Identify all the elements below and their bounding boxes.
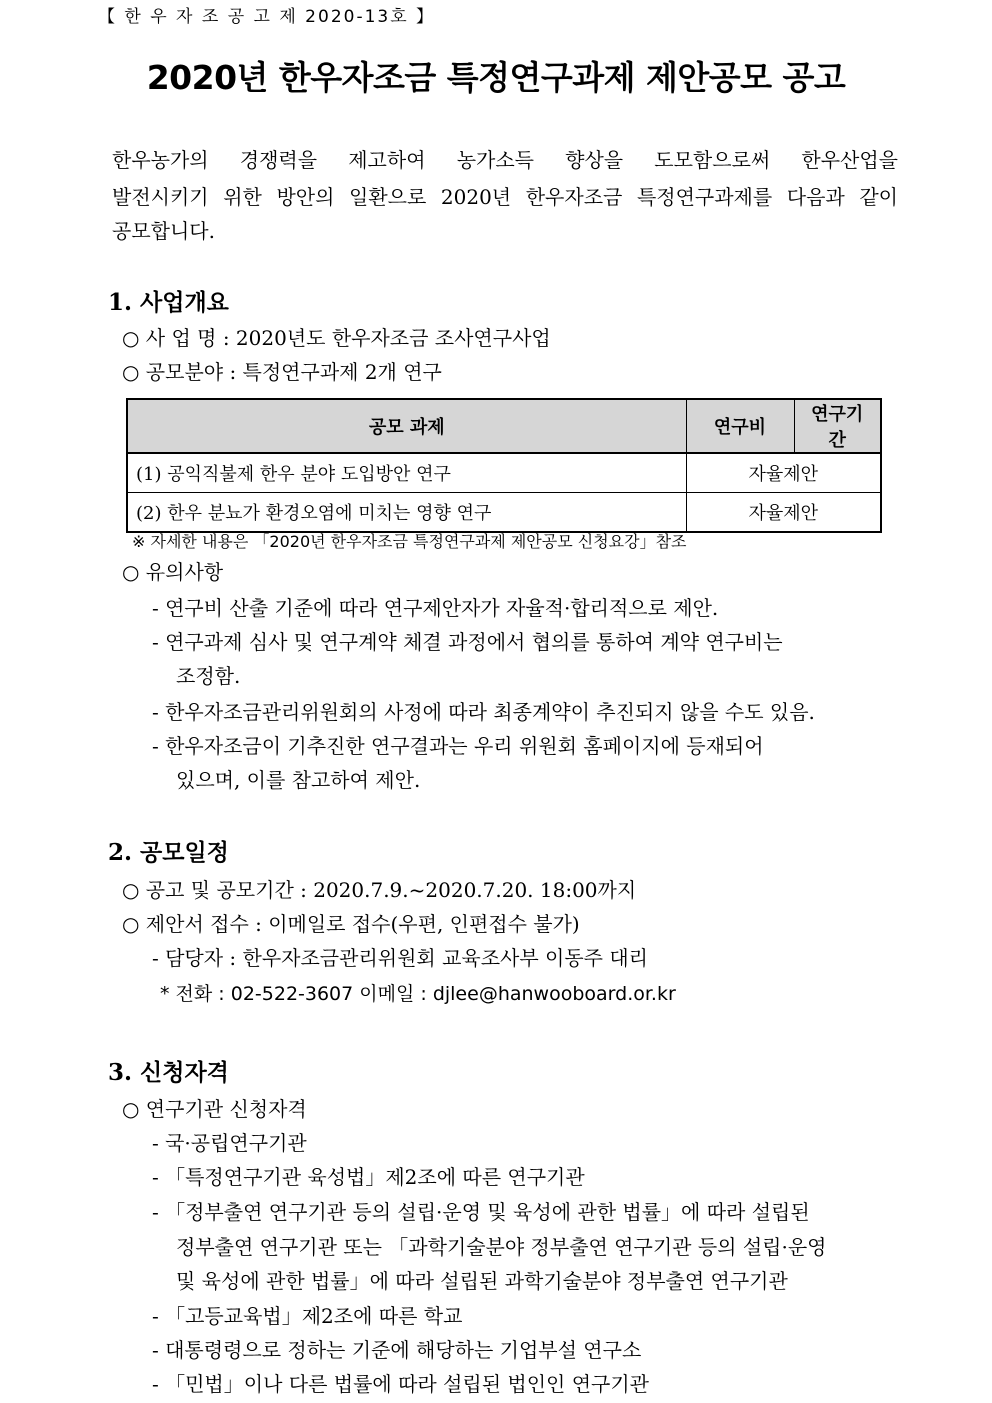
project-name-item: ○ 사 업 명 : 2020년도 한우자조금 조사연구사업 [122, 326, 551, 350]
eligibility-item: - 「고등교육법」제2조에 따른 학교 [152, 1304, 463, 1328]
call-field-item: ○ 공모분야 : 특정연구과제 2개 연구 [122, 360, 442, 384]
research-task-table [126, 398, 882, 533]
intro-line-1: 한우농가의 경쟁력을 제고하여 농가소득 향상을 도모함으로써 한우산업을 [112, 148, 898, 172]
reference-note: ※ 자세한 내용은 「2020년 한우자조금 특정연구과제 제안공모 신청요강」참조 [132, 532, 687, 551]
document-title: 2020년 한우자조금 특정연구과제 제안공모 공고 [146, 58, 846, 97]
section-1-heading: 1. 사업개요 [108, 289, 229, 316]
eligibility-item: - 대통령령으로 정하는 기준에 해당하는 기업부설 연구소 [152, 1338, 642, 1362]
caution-item-continued: 있으며, 이를 참고하여 제안. [176, 768, 421, 792]
submission-item: ○ 제안서 접수 : 이메일로 접수(우편, 인편접수 불가) [122, 912, 580, 936]
caution-item: - 연구비 산출 기준에 따라 연구제안자가 자율적·합리적으로 제안. [152, 596, 719, 620]
contact-phone-email: * 전화 : 02-522-3607 이메일 : djlee@hanwooboard.or.kr [160, 983, 676, 1005]
caution-item: - 연구과제 심사 및 연구계약 체결 과정에서 협의를 통하여 계약 연구비는 [152, 630, 783, 654]
call-period-item: ○ 공고 및 공모기간 : 2020.7.9.~2020.7.20. 18:00까지 [122, 878, 637, 902]
header-task: 공모 과제 [127, 399, 686, 453]
eligibility-item: - 「민법」이나 다른 법률에 따라 설립된 법인인 연구기관 [152, 1372, 649, 1396]
header-budget: 연구비 [686, 399, 794, 453]
intro-line-2: 발전시키기 위한 방안의 일환으로 2020년 한우자조금 특정연구과제를 다음과 같이 [112, 185, 898, 209]
notice-number: 【 한 우 자 조 공 고 제 2020-13호 】 [98, 7, 436, 27]
intro-line-3: 공모합니다. [112, 219, 215, 243]
eligibility-item: - 「특정연구기관 육성법」제2조에 따른 연구기관 [152, 1165, 585, 1189]
contact-person: - 담당자 : 한우자조금관리위원회 교육조사부 이동주 대리 [152, 946, 649, 970]
eligibility-item-continued: 및 육성에 관한 법률」에 따라 설립된 과학기술분야 정부출연 연구기관 [176, 1269, 788, 1293]
value-cell: 자율제안 [686, 493, 881, 533]
eligibility-item: - 「정부출연 연구기관 등의 설립·운영 및 육성에 관한 법률」에 따라 설립된 [152, 1200, 810, 1224]
task-cell: (2) 한우 분뇨가 환경오염에 미치는 영향 연구 [127, 493, 686, 533]
task-cell: (1) 공익직불제 한우 분야 도입방안 연구 [127, 453, 686, 493]
section-3-heading: 3. 신청자격 [108, 1059, 229, 1086]
table-row [127, 493, 881, 533]
table-row [127, 453, 881, 493]
eligibility-heading: ○ 연구기관 신청자격 [122, 1097, 307, 1121]
table-header-row [127, 399, 881, 453]
caution-heading: ○ 유의사항 [122, 560, 224, 584]
value-cell: 자율제안 [686, 453, 881, 493]
caution-item: - 한우자조금관리위원회의 사정에 따라 최종계약이 추진되지 않을 수도 있음. [152, 700, 815, 724]
section-2-heading: 2. 공모일정 [108, 839, 229, 866]
header-period: 연구기간 [794, 399, 881, 453]
caution-item-continued: 조정함. [176, 664, 241, 688]
eligibility-item-continued: 정부출연 연구기관 또는 「과학기술분야 정부출연 연구기관 등의 설립·운영 [176, 1235, 827, 1259]
eligibility-item: - 국·공립연구기관 [152, 1131, 307, 1155]
caution-item: - 한우자조금이 기추진한 연구결과는 우리 위원회 홈페이지에 등재되어 [152, 734, 764, 758]
